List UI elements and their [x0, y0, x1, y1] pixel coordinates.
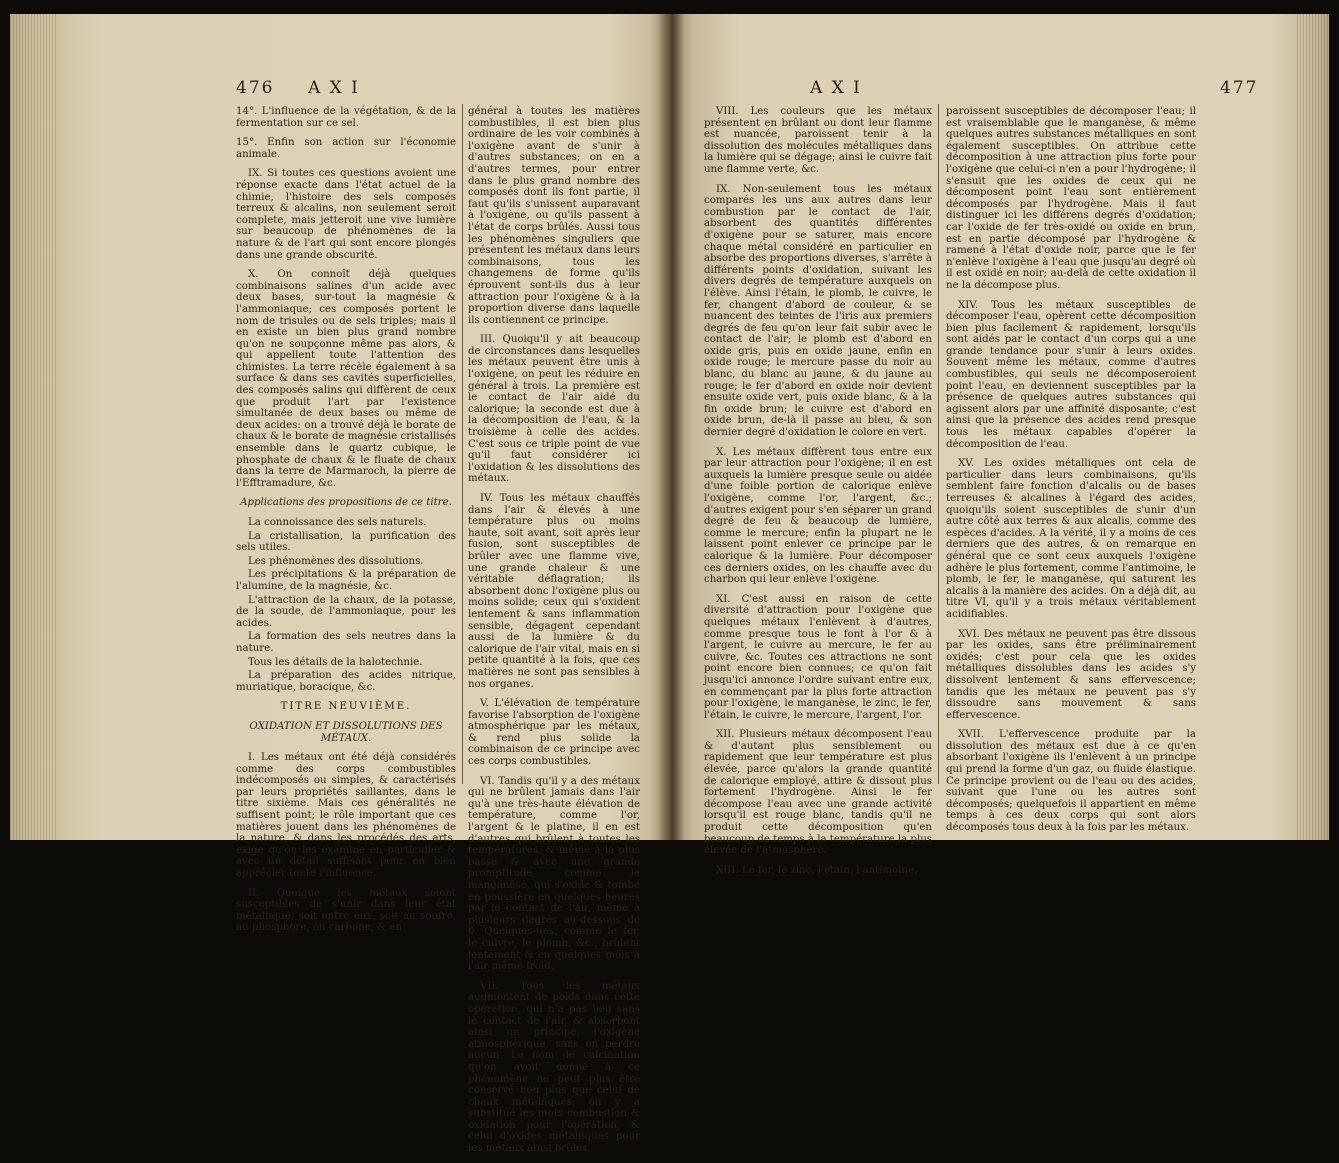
paragraph: IX. Si toutes ces questions avoient une réponse exacte dans l'état actuel de la chimie, l'histoire des sels composés terreux & alcalins, non seulement seroit complete, mais jetteroit une vive lumière sur beaucoup de phénomènes de la nature & de l'art qui sont encore plongés dans une grande obscurité.	[236, 168, 456, 261]
right-column-2	[946, 106, 1196, 842]
paragraph: XIV. Tous les métaux susceptibles de décomposer l'eau, opèrent cette décomposition bien plus facilement & rapidement, lorsqu'ils sont aidés par le contact d'un corps qui a une grande tendance pour s'unir à leurs oxides. Souvent même les métaux, comme d'autres combustibles, qui seuls ne décomposeroient point l'eau, en deviennent susceptibles par la présence de quelques autres substances qui agissent alors par une affinité disposante; c'est ainsi que la présence des acides rend presque tous les métaux capables d'opérer la décomposition de l'eau.	[946, 299, 1196, 450]
right-page-number: 477	[1220, 78, 1259, 98]
list-item: Les phénomènes des dissolutions.	[248, 555, 424, 567]
column-rule	[462, 104, 463, 784]
column-rule	[938, 104, 939, 784]
section-subheading: Applications des propositions de ce titre.	[240, 497, 452, 509]
left-column-1	[236, 106, 456, 942]
left-page-edges	[10, 14, 56, 840]
paragraph: V. L'élévation de température favorise l'absorption de l'oxigène atmosphérique par les métaux, & rend plus solide la combinaison de ce principe avec ces corps combustibles.	[468, 698, 640, 768]
right-column-1	[704, 106, 932, 884]
left-running-head: A X I	[308, 78, 360, 98]
list-item: Tous les détails de la halotechnie.	[248, 656, 423, 668]
paragraph: IV. Tous les métaux chauffés dans l'air & élevés à une température plus ou moins haute, soit avant, soit après leur fusion, sont susceptibles de brûler avec une flamme vive, une grande chaleur & une véritable déflagration; ils absorbent donc l'oxigène plus ou moins solide; ceux qui s'oxident lentement & sans inflammation sensible, dégagent cependant aussi de la lumière & du calorique de l'air vital, mais en si petite quantité à la fois, que ces matières ne sont pas sensibles à nos organes.	[468, 493, 640, 690]
paragraph: I. Les métaux ont été déjà considérés comme des corps combustibles indécomposés ou simples, & caractérisés par leurs propriétés saillantes, dans le titre sixième. Mais ces généralités ne suffisent point; le rôle important que ces matières jouent dans les phénomènes de la nature, & dans les procédés des arts, exige qu'on les examine en particulier & avec un détail suffisant pour en bien apprécier toute l'influence.	[236, 752, 456, 880]
list-item: La préparation des acides nitrique, muriatique, boracique, &c.	[236, 670, 456, 693]
paragraph: général à toutes les matières combustibles, il est bien plus ordinaire de les voir combinés à l'oxigène avant de s'unir à d'autres substances; on en a d'autres termes, pour entrer dans le plus grand nombre des composés dont ils font partie, il faut qu'ils s'unissent auparavant à l'oxigène, ou qu'ils passent à l'état de corps brûlés. Aussi tous les phénomènes singuliers que présentent les métaux dans leurs combinaisons, tous les changemens de forme qu'ils éprouvent sont-ils dus à leur attraction pour l'oxigène & à la proportion diverse dans laquelle ils contiennent ce principe.	[468, 106, 640, 326]
paragraph: XIII. Le fer, le zinc, l'étain, l'antimoine,	[716, 864, 918, 876]
left-page-number: 476	[236, 78, 275, 98]
paragraph: VII. Tous les métaux augmentent de poids dans cette opération, qui n'a pas lieu sans le contact de l'air, & absorbent ainsi un principe, l'oxigène atmosphérique, sans en perdre aucun. Le nom de calcination qu'on avoit donné à ce phénomène ne peut plus être conservé non plus que celui de chaux métalliques; on y a substitué les mots combustion & oxidation pour l'opération, & celui d'oxides métalliques pour les métaux ainsi brûlés.	[468, 980, 640, 1155]
paragraph: XII. Plusieurs métaux décomposent l'eau & d'autant plus sensiblement ou rapidement que leur température est plus élevée, parce qu'alors la grande quantité de calorique employé, attire & dissout plus fortement l'hydrogène. Ainsi le fer décompose l'eau avec une grande activité lorsqu'il est rouge blanc, tandis qu'il ne produit cette décomposition qu'en beaucoup de temps à la température la plus élevée de l'atmosphère.	[704, 729, 932, 857]
paragraph: XVII. L'effervescence produite par la dissolution des métaux est due à ce qu'en absorbant l'oxigène ils l'enlèvent à un principe qui prend la forme d'un gaz, ou fluide élastique. Ce principe provient ou de l'eau ou des acides, suivant que l'une ou les autres sont décomposés; quelquefois il appartient en même temps à ces deux corps qui sont alors décomposés tous deux à la fois par les métaux.	[946, 729, 1196, 834]
paragraph: III. Quoiqu'il y ait beaucoup de circonstances dans lesquelles les métaux peuvent être unis à l'oxigène, on peut les réduire en général à trois. La première est le contact de l'air aidé du calorique; la seconde est due à la décomposition de l'eau, & la troisième à celle des acides. C'est sous ce triple point de vue qu'il faut considérer ici l'oxidation & les dissolutions des métaux.	[468, 334, 640, 485]
paragraph: X. Les métaux diffèrent tous entre eux par leur attraction pour l'oxigène; il en est auxquels la lumière presque seule ou aidée d'une foible portion de calorique enlève l'oxigène, comme l'or, l'argent, &c.; d'autres exigent pour s'en séparer un grand degré de feu & beaucoup de lumière, comme le mercure; enfin la plupart ne le laissent point enlever ce principe par le calorique & la lumière. Pour décomposer ces derniers oxides, on les chauffe avec du charbon qui leur enlève l'oxigène.	[704, 446, 932, 586]
paragraph: paroissent susceptibles de décomposer l'eau; il est vraisemblable que le manganèse, & même quelques autres substances métalliques en sont également susceptibles. On attribue cette décomposition à une attraction plus forte pour l'oxigène que celui-ci n'en a pour l'hydrogène; il s'ensuit que les oxides de ceux qui ne décomposent point l'eau sont entièrement décomposés par l'hydrogène. Mais il faut distinguer ici les différens degrés d'oxidation; car l'oxide de fer très-oxidé ou oxide en brun, est en partie décomposé par l'hydrogène & ramené à l'état d'oxide noir, parce que le fer n'enlève l'oxigène à l'eau que jusqu'au degré où il est oxidé en noir; au-delà de cette oxidation il ne la décompose plus.	[946, 106, 1196, 291]
book-gutter	[658, 14, 684, 840]
right-running-head: A X I	[810, 78, 862, 98]
paragraph: VI. Tandis qu'il y a des métaux qui ne brûlent jamais dans l'air qu'à une très-haute élévation de température, comme l'or, l'argent & le platine, il en est d'autres qui brûlent à toutes les températures, & même à la plus basse & avec une grande promptitude, comme le manganèse, qui s'oxide & tombe en poussière en quelques heures par le contact de l'air, même à plusieurs degrés au-dessous de 0. Quelques-uns, comme le fer, le cuivre, le plomb, &c., brûlent lentement & en quelques mois à l'air même froid.	[468, 775, 640, 973]
paragraph: 15°. Enfin son action sur l'économie animale.	[236, 137, 456, 160]
open-book	[10, 14, 1329, 1155]
paragraph: 14°. L'influence de la végétation, & de la fermentation sur ce sel.	[236, 106, 456, 129]
title-heading: TITRE NEUVIÈME.	[280, 701, 412, 713]
list-item: Les précipitations & la préparation de l'alumine, de la magnésie, &c.	[236, 569, 456, 592]
list-item: L'attraction de la chaux, de la potasse, de la soude, de l'ammoniaque, pour les acides.	[236, 594, 456, 629]
paragraph: X. On connoît déjà quelques combinaisons salines d'un acide avec deux bases, sur-tout la magnésie & l'ammoniaque; ces composés portent le nom de trisules ou de sels triples; mais il en existe un bien plus grand nombre qu'on ne soupçonne même pas alors, & qui appellent toute l'attention des chimistes. La terre récèle également à sa surface & dans ses cavités superficielles, des composés salins qui diffèrent de ceux que produit l'art par l'existence simultanée de deux bases ou même de deux acides: on a trouvé déjà le borate de chaux & le borate de magnésie cristallisés ensemble dans le quartz cubique, le phosphate de chaux & le fluate de chaux dans la terre de Marmaroch, la pierre de l'Efftramadure, &c.	[236, 269, 456, 489]
paragraph: IX. Non-seulement tous les métaux comparés les uns aux autres dans leur combustion par le contact de l'air, absorbent des quantités différentes d'oxigène pour se saturer, mais encore chaque métal considéré en particulier en absorbe des proportions diverses, s'arrête à différents points d'oxidation, suivant les divers degrés de température auxquels on l'élève. Ainsi l'étain, le plomb, le cuivre, le fer, changent d'abord de couleur, & se nuancent des teintes de l'iris aux premiers degrés de feu qu'on leur fait subir avec le contact de l'air; le plomb est d'abord en oxide gris, puis en oxide jaune, enfin en oxide rouge; le mercure passe du noir au blanc, du blanc au jaune, & du jaune au rouge; le fer d'abord en oxide noir devient ensuite oxide vert, puis oxide blanc, & à la fin oxide brun; le cuivre est d'abord en oxide brun, de-là il passe au bleu, & son dernier degré d'oxidation le colore en vert.	[704, 183, 932, 439]
list-item: La cristallisation, la purification des sels utiles.	[236, 530, 456, 554]
list-item: La connoissance des sels naturels.	[248, 517, 427, 528]
paragraph: II. Quoique les métaux soient susceptibles de s'unir dans leur état métallique, soit entre eux, soit au soufre, au phosphore, au carbone, & en	[236, 887, 456, 934]
paragraph: XV. Les oxides métalliques ont cela de particulier dans leurs combinaisons, qu'ils semblent faire fonction d'alcalis ou de bases terreuses & alcalines à l'égard des acides, quoiqu'ils soient susceptibles de s'unir d'un autre côté aux terres & aux alcalis, comme des espèces d'acides. A la vérité, il y a moins de ces derniers que des autres, & on remarque en général que ce sont ceux auxquels l'oxigène adhère le plus fortement, comme l'antimoine, le plomb, le fer, le manganèse, qui saturent les alcalis à la manière des acides. On a déjà dit, au titre VI, qu'il y a trois métaux véritablement acidifiables.	[946, 458, 1196, 620]
right-page-edges	[1295, 14, 1329, 840]
left-page	[10, 14, 670, 1155]
left-column-2	[468, 106, 640, 1163]
right-page	[670, 14, 1329, 876]
paragraph: VIII. Les couleurs que les métaux présentent en brûlant ou dont leur flamme est nuancée, paroissent tenir à la dissolution des molécules métalliques dans la lumière qui se dégage; ainsi le cuivre fait une flamme verte, &c.	[704, 106, 932, 175]
paragraph: XVI. Des métaux ne peuvent pas être dissous par les oxides, sans être préliminairement oxidés; c'est pour cela que les oxides métalliques dissolubles dans les acides s'y dissolvent lentement & sans effervescence; tandis que les métaux ne peuvent pas s'y dissoudre sans mouvement & sans effervescence.	[946, 628, 1196, 721]
list-item: La formation des sels neutres dans la nature.	[236, 631, 456, 654]
paragraph: XI. C'est aussi en raison de cette diversité d'attraction pour l'oxigène que quelques métaux l'enlèvent à d'autres, comme presque tous le font à l'or & à l'argent, le cuivre au mercure, le fer au cuivre, &c. Toutes ces attractions ne sont point encore bien connues; ce qu'on fait jusqu'ici annonce l'ordre suivant entre eux, en commençant par la plus forte attraction pour l'oxigène, le manganèse, le zinc, le fer, l'étain, le cuivre, le mercure, l'argent, l'or.	[704, 593, 932, 721]
chapter-heading: OXIDATION ET DISSOLUTIONS DES MÉTAUX.	[249, 720, 443, 744]
